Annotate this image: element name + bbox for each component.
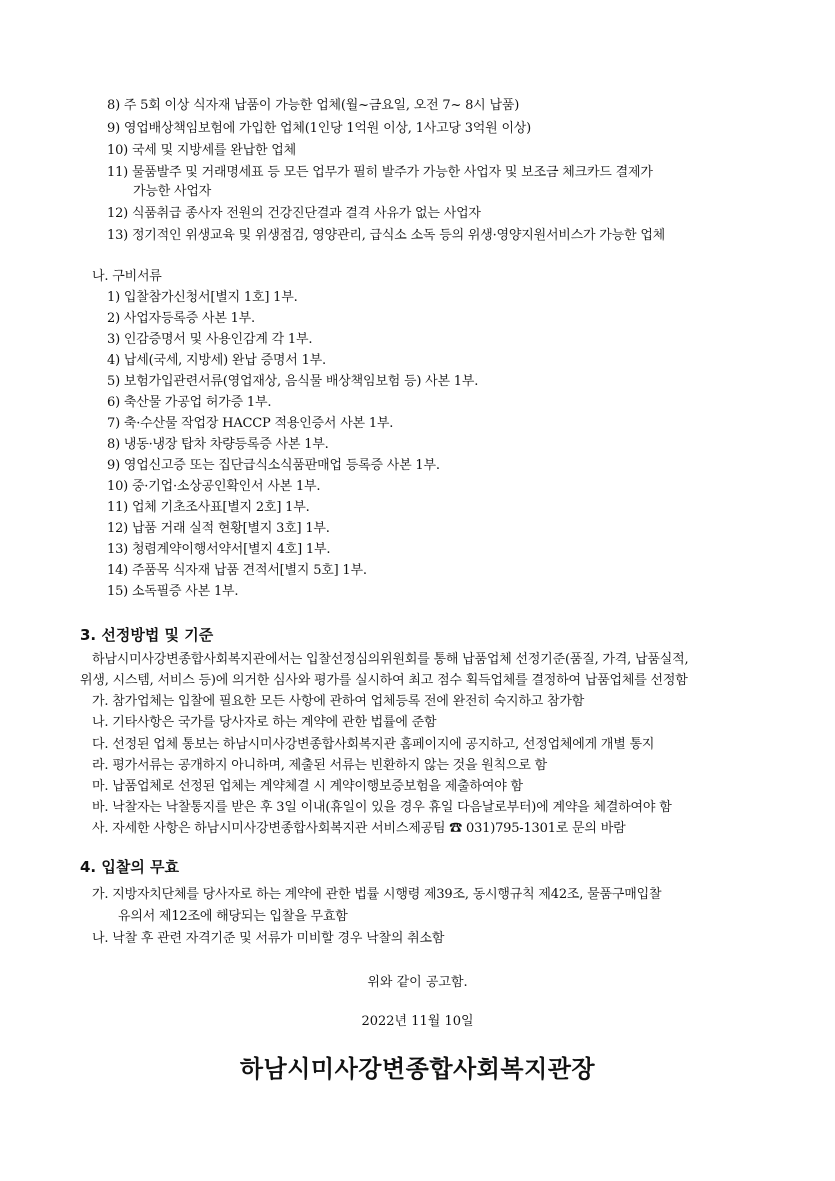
section-item: 나. 낙찰 후 관련 자격기준 및 서류가 미비할 경우 낙찰의 취소함 — [92, 931, 445, 946]
section-item: 가. 지방자치단체를 당사자로 하는 계약에 관한 법률 시행령 제39조, 동시행규칙 제42조, 물품구매입찰 — [92, 887, 662, 902]
qualification-item: 9) 영업배상책임보험에 가입한 업체(1인당 1억원 이상, 1사고당 3억원 이상) — [107, 121, 532, 136]
qualification-item: 10) 국세 및 지방세를 완납한 업체 — [107, 143, 296, 158]
closing-date: 2022년 11월 10일 — [361, 1014, 474, 1029]
documents-heading: 나. 구비서류 — [92, 269, 162, 284]
document-item: 13) 청렴계약이행서약서[별지 4호] 1부. — [107, 542, 331, 557]
section-item: 사. 자세한 사항은 하남시미사강변종합사회복지관 서비스제공팀 ☎ 031)795-1301로 문의 바람 — [92, 821, 626, 836]
document-item: 3) 인감증명서 및 사용인감계 각 1부. — [107, 332, 313, 347]
document-item: 11) 업체 기초조사표[별지 2호] 1부. — [107, 500, 310, 515]
section-item: 다. 선정된 업체 통보는 하남시미사강변종합사회복지관 홈페이지에 공지하고, 선정업체에게 개별 통지 — [92, 737, 655, 752]
document-item: 15) 소독필증 사본 1부. — [107, 584, 239, 599]
section-item: 가. 참가업체는 입찰에 필요한 모든 사항에 관하여 업체등록 전에 완전히 숙지하고 참가함 — [92, 694, 585, 709]
qualification-item: 11) 물품발주 및 거래명세표 등 모든 업무가 필히 발주가 가능한 사업자 및 보조금 체크카드 결제가 — [107, 165, 653, 180]
section-intro: 위생, 시스템, 서비스 등)에 의거한 심사와 평가를 실시하여 최고 점수 획득업체를 결정하여 납품업체를 선정함 — [80, 673, 688, 688]
section-item: 마. 납품업체로 선정된 업체는 계약체결 시 계약이행보증보험을 제출하여야 함 — [92, 779, 523, 794]
document-item: 4) 납세(국세, 지방세) 완납 증명서 1부. — [107, 353, 326, 368]
section-title: 4. 입찰의 무효 — [80, 858, 180, 876]
document-item: 1) 입찰참가신청서[별지 1호] 1부. — [107, 290, 298, 305]
document-item: 14) 주품목 식자재 납품 견적서[별지 5호] 1부. — [107, 563, 367, 578]
section-intro: 하남시미사강변종합사회복지관에서는 입찰선정심의위원회를 통해 납품업체 선정기준(품질, 가격, 납품실적, — [92, 652, 689, 667]
document-item: 10) 중·기업·소상공인확인서 사본 1부. — [107, 479, 321, 494]
closing-statement: 위와 같이 공고함. — [367, 975, 468, 990]
section-title: 3. 선정방법 및 기준 — [80, 626, 214, 644]
document-item: 8) 냉동·냉장 탑차 차량등록증 사본 1부. — [107, 437, 329, 452]
section-item: 나. 기타사항은 국가를 당사자로 하는 계약에 관한 법률에 준함 — [92, 715, 437, 730]
qualification-item: 12) 식품취급 종사자 전원의 건강진단결과 결격 사유가 없는 사업자 — [107, 206, 481, 221]
section-item: 바. 낙찰자는 낙찰통지를 받은 후 3일 이내(휴일이 있을 경우 휴일 다음날로부터)에 계약을 체결하여야 함 — [92, 800, 672, 815]
section-item-cont: 유의서 제12조에 해당되는 입찰을 무효함 — [118, 909, 348, 924]
document-item: 6) 축산물 가공업 허가증 1부. — [107, 395, 272, 410]
document-item: 7) 축·수산물 작업장 HACCP 적용인증서 사본 1부. — [107, 416, 394, 431]
qualification-item: 13) 정기적인 위생교육 및 위생점검, 영양관리, 급식소 소독 등의 위생·영양지원서비스가 가능한 업체 — [107, 228, 666, 243]
document-item: 2) 사업자등록증 사본 1부. — [107, 311, 255, 326]
document-item: 9) 영업신고증 또는 집단급식소식품판매업 등록증 사본 1부. — [107, 458, 440, 473]
qualification-item-cont: 가능한 사업자 — [133, 184, 212, 199]
organization-signature: 하남시미사강변종합사회복지관장 — [239, 1055, 596, 1083]
qualification-item: 8) 주 5회 이상 식자재 납품이 가능한 업체(월~금요일, 오전 7~ 8시 납품) — [107, 98, 520, 113]
section-item: 라. 평가서류는 공개하지 아니하며, 제출된 서류는 빈환하지 않는 것을 원칙으로 함 — [92, 758, 548, 773]
document-item: 5) 보험가입관련서류(영업재상, 음식물 배상책임보험 등) 사본 1부. — [107, 374, 479, 389]
document-item: 12) 납품 거래 실적 현황[별지 3호] 1부. — [107, 521, 330, 536]
